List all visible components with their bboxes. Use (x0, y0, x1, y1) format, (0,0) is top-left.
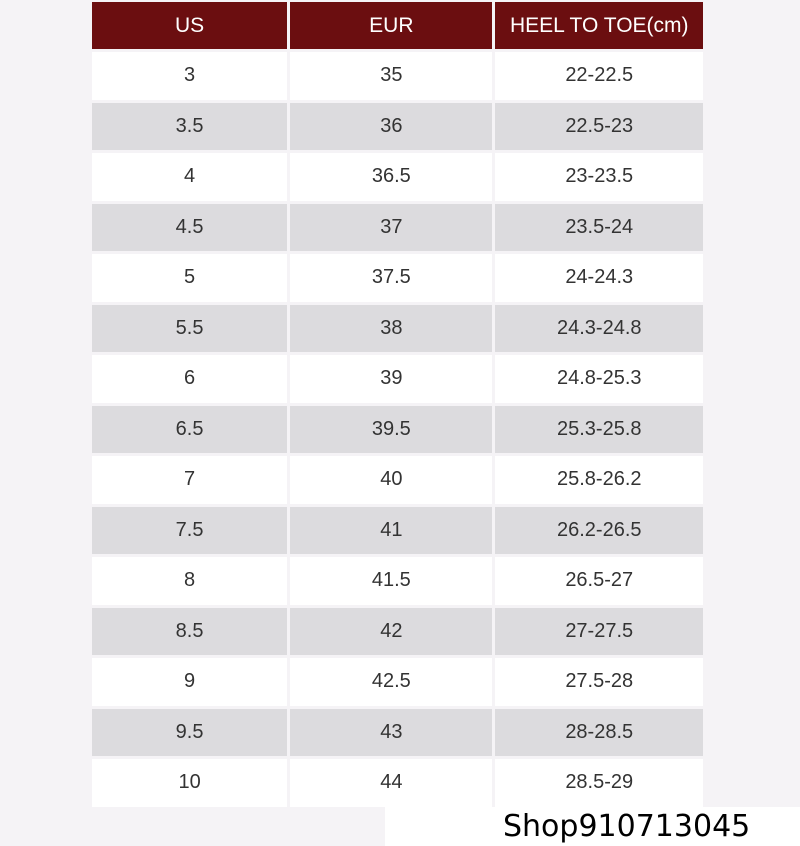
cell-heel-to-toe: 27.5-28 (495, 658, 703, 706)
cell-heel-to-toe: 22.5-23 (495, 103, 703, 151)
cell-us: 8.5 (92, 608, 287, 656)
cell-eur: 36 (290, 103, 492, 151)
cell-eur: 41.5 (290, 557, 492, 605)
cell-heel-to-toe: 23.5-24 (495, 204, 703, 252)
table-row (92, 103, 703, 151)
cell-eur: 42.5 (290, 658, 492, 706)
cell-eur: 40 (290, 456, 492, 504)
cell-us: 9 (92, 658, 287, 706)
cell-eur: 44 (290, 759, 492, 807)
cell-eur: 37.5 (290, 254, 492, 302)
table-row (92, 355, 703, 403)
cell-heel-to-toe: 26.5-27 (495, 557, 703, 605)
table-row (92, 456, 703, 504)
table-row (92, 406, 703, 454)
cell-eur: 36.5 (290, 153, 492, 201)
cell-us: 4.5 (92, 204, 287, 252)
size-chart-table (89, 0, 706, 810)
table-row (92, 709, 703, 757)
cell-heel-to-toe: 28.5-29 (495, 759, 703, 807)
table-row (92, 305, 703, 353)
table-row (92, 153, 703, 201)
header-us: US (92, 2, 287, 49)
cell-us: 8 (92, 557, 287, 605)
shop-watermark (385, 807, 800, 846)
cell-heel-to-toe: 24.8-25.3 (495, 355, 703, 403)
cell-heel-to-toe: 22-22.5 (495, 52, 703, 100)
cell-eur: 41 (290, 507, 492, 555)
cell-heel-to-toe: 28-28.5 (495, 709, 703, 757)
cell-us: 3 (92, 52, 287, 100)
cell-eur: 38 (290, 305, 492, 353)
header-eur: EUR (290, 2, 492, 49)
cell-us: 4 (92, 153, 287, 201)
cell-us: 6.5 (92, 406, 287, 454)
cell-eur: 43 (290, 709, 492, 757)
table-header-row (92, 2, 703, 49)
cell-us: 7.5 (92, 507, 287, 555)
table-row (92, 608, 703, 656)
cell-us: 9.5 (92, 709, 287, 757)
table-row (92, 658, 703, 706)
table-row (92, 254, 703, 302)
table-row (92, 204, 703, 252)
table-row (92, 557, 703, 605)
cell-heel-to-toe: 23-23.5 (495, 153, 703, 201)
cell-heel-to-toe: 25.3-25.8 (495, 406, 703, 454)
cell-eur: 42 (290, 608, 492, 656)
cell-eur: 35 (290, 52, 492, 100)
cell-us: 5 (92, 254, 287, 302)
cell-heel-to-toe: 26.2-26.5 (495, 507, 703, 555)
shop-watermark-text: Shop910713045 (503, 809, 751, 844)
cell-us: 3.5 (92, 103, 287, 151)
cell-heel-to-toe: 24-24.3 (495, 254, 703, 302)
cell-us: 6 (92, 355, 287, 403)
cell-us: 7 (92, 456, 287, 504)
table-body (92, 52, 703, 807)
table-row (92, 507, 703, 555)
header-heel-to-toe: HEEL TO TOE(cm) (495, 2, 703, 49)
cell-eur: 39 (290, 355, 492, 403)
cell-us: 10 (92, 759, 287, 807)
cell-heel-to-toe: 24.3-24.8 (495, 305, 703, 353)
cell-eur: 37 (290, 204, 492, 252)
cell-heel-to-toe: 27-27.5 (495, 608, 703, 656)
cell-heel-to-toe: 25.8-26.2 (495, 456, 703, 504)
table-row (92, 52, 703, 100)
cell-eur: 39.5 (290, 406, 492, 454)
table-row (92, 759, 703, 807)
cell-us: 5.5 (92, 305, 287, 353)
